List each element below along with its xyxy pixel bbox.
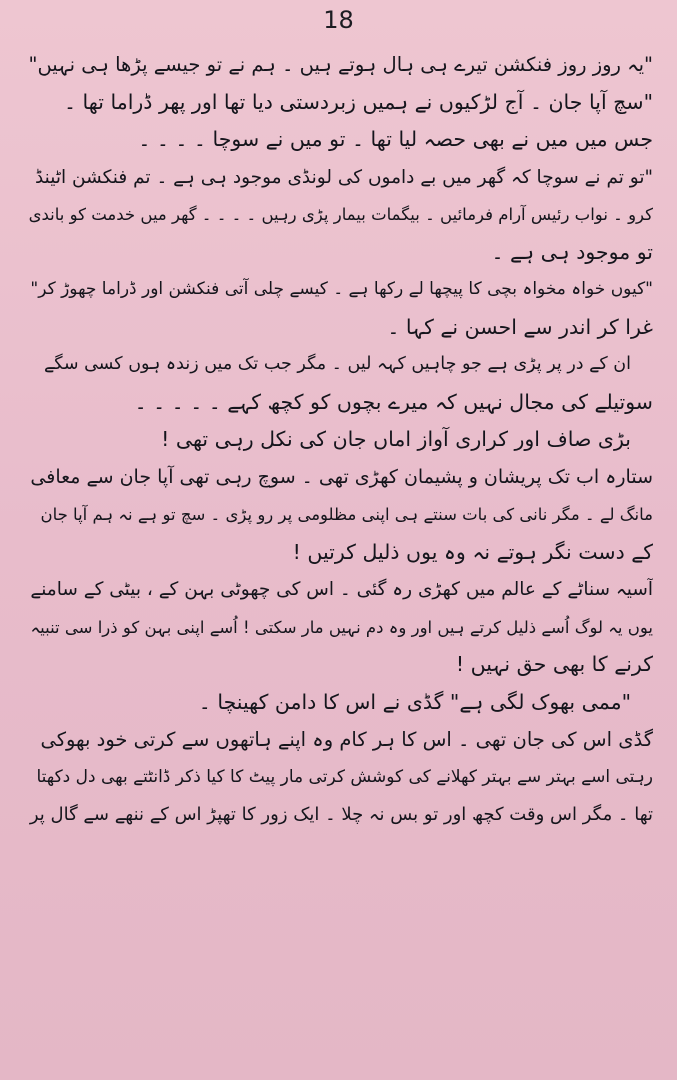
text-line: آسیہ سناٹے کے عالم میں کھڑی رہ گئی ۔ اس کی چھوٹی بہن کے ، بیٹی کے سامنے: [30, 579, 653, 600]
page-text: [28, 46, 653, 834]
text-line: جس میں میں نے بھی حصہ لیا تھا ۔ تو میں نے سوچا ۔ ۔ ۔ ۔: [138, 127, 653, 151]
text-line: "سچ آپا جان ۔ آج لڑکیوں نے ہمیں زبردستی دیا تھا اور پھر ڈراما تھا ۔: [64, 89, 653, 114]
text-line: یوں یہ لوگ اُسے ذلیل کرتے ہیں اور وہ دم نہیں مار سکتی ! اُسے اپنی بہن کو ذرا سی تنبیہ: [30, 617, 653, 637]
text-line: کرو ۔ نواب رئیس آرام فرمائیں ۔ بیگمات بیمار پڑی رہیں ۔ ۔ ۔ ۔ گھر میں خدمت کو باندی: [28, 205, 653, 224]
text-line: ان کے در پر پڑی ہے جو چاہیں کہہ لیں ۔ مگر جب تک میں زندہ ہوں کسی سگے: [43, 354, 631, 374]
text-line: بڑی صاف اور کراری آواز اماں جان کی نکل رہی تھی !: [161, 427, 631, 451]
text-line: کرنے کا بھی حق نہیں !: [455, 652, 653, 676]
text-line: کے دست نگر ہوتے نہ وہ یوں ذلیل کرتیں !: [292, 539, 653, 564]
text-line: گڈی اس کی جان تھی ۔ اس کا ہر کام وہ اپنے ہاتھوں سے کرتی خود بھوکی: [40, 728, 653, 751]
text-line: رہتی اسے بہتر سے بہتر کھلانے کی کوشش کرتی مار پیٹ کا کیا ذکر ڈانٹتے بھی دل دکھتا: [36, 766, 653, 787]
text-line: تھا ۔ مگر اس وقت کچھ اور تو بس نہ چلا ۔ ایک زور کا تھپڑ اس کے ننھے سے گال پر: [29, 804, 653, 825]
text-line: غرا کر اندر سے احسن نے کہا ۔: [387, 314, 653, 339]
text-line: مانگ لے ۔ مگر نانی کی بات سنتے ہی اپنی مظلومی پر رو پڑی ۔ سچ تو ہے نہ ہم آپا جان: [40, 505, 653, 524]
text-line: تو موجود ہی ہے ۔: [491, 239, 653, 264]
text-line: "کیوں خواہ مخواہ بچی کا پیچھا لے رکھا ہے ۔ کیسے چلی آتی فنکشن اور ڈراما چھوڑ کر": [30, 279, 653, 299]
text-line: ستارہ اب تک پریشان و پشیمان کھڑی تھی ۔ سوچ رہی تھی آپا جان سے معافی: [30, 465, 653, 488]
text-line: "ممی بھوک لگی ہے" گڈی نے اس کا دامن کھینچا ۔: [198, 689, 631, 714]
text-line: سوتیلے کی مجال نہیں کہ میرے بچوں کو کچھ کہے ۔ ۔ ۔ ۔ ۔: [134, 389, 653, 414]
text-line: "تو تم نے سوچا کہ گھر میں بے داموں کی لونڈی موجود ہی ہے ۔ تم فنکشن اٹینڈ: [34, 166, 653, 188]
text-line: "یہ روز روز فنکشن تیرے ہی ہال ہوتے ہیں ۔ ہم نے تو جیسے پڑھا ہی نہیں": [28, 53, 653, 76]
page-number: 18: [323, 6, 354, 34]
